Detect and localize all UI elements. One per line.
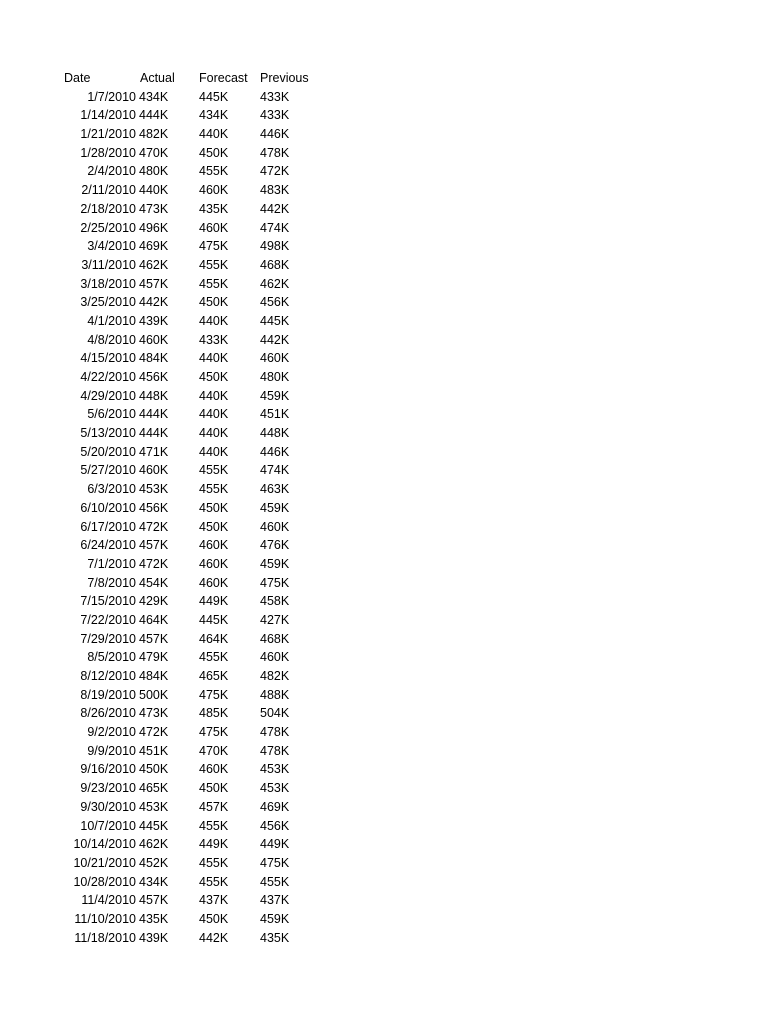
cell-date: 7/8/2010 [87, 575, 136, 590]
cell-previous: 445K [260, 313, 290, 328]
header-row [0, 69, 768, 88]
cell-previous: 459K [260, 911, 290, 926]
cell-date: 10/28/2010 [73, 874, 136, 889]
cell-actual: 439K [139, 930, 169, 945]
cell-actual: 454K [139, 575, 169, 590]
cell-date: 11/18/2010 [74, 930, 136, 945]
cell-previous: 460K [260, 519, 290, 534]
cell-date: 5/6/2010 [87, 407, 136, 422]
cell-previous: 427K [260, 612, 290, 627]
cell-actual: 464K [139, 612, 169, 627]
cell-forecast: 455K [199, 164, 229, 179]
table-row [0, 387, 768, 406]
cell-forecast: 450K [199, 519, 229, 534]
table-row [0, 106, 768, 125]
cell-previous: 472K [260, 164, 290, 179]
cell-forecast: 440K [199, 444, 229, 459]
cell-date: 9/23/2010 [80, 781, 136, 796]
table-row [0, 518, 768, 537]
cell-forecast: 450K [199, 145, 229, 160]
cell-previous: 483K [260, 183, 290, 198]
cell-actual: 479K [139, 650, 169, 665]
table-row [0, 536, 768, 555]
table-row [0, 648, 768, 667]
cell-previous: 453K [260, 762, 290, 777]
cell-date: 4/29/2010 [80, 388, 136, 403]
table-row [0, 686, 768, 705]
cell-forecast: 485K [199, 706, 229, 721]
table-row [0, 574, 768, 593]
cell-actual: 472K [139, 556, 169, 571]
cell-actual: 444K [139, 407, 169, 422]
table-row [0, 275, 768, 294]
table-row [0, 854, 768, 873]
cell-previous: 475K [260, 575, 290, 590]
cell-forecast: 450K [199, 781, 229, 796]
table-row [0, 349, 768, 368]
cell-actual: 456K [139, 500, 169, 515]
table-row [0, 779, 768, 798]
cell-forecast: 455K [199, 650, 229, 665]
cell-date: 2/4/2010 [87, 164, 136, 179]
table-row [0, 424, 768, 443]
column-header-date: Date [64, 71, 91, 85]
table-body [0, 88, 768, 948]
cell-forecast: 437K [199, 893, 229, 908]
cell-previous: 446K [260, 444, 290, 459]
cell-previous: 446K [260, 127, 290, 142]
cell-previous: 453K [260, 781, 290, 796]
table-row [0, 312, 768, 331]
cell-forecast: 455K [199, 463, 229, 478]
table-row [0, 331, 768, 350]
cell-forecast: 445K [199, 612, 229, 627]
cell-actual: 457K [139, 631, 169, 646]
cell-date: 7/22/2010 [80, 612, 136, 627]
cell-date: 9/2/2010 [87, 725, 136, 740]
cell-previous: 433K [260, 108, 290, 123]
cell-previous: 468K [260, 631, 290, 646]
cell-previous: 504K [260, 706, 290, 721]
table-row [0, 88, 768, 107]
cell-forecast: 449K [199, 837, 229, 852]
cell-previous: 460K [260, 351, 290, 366]
cell-actual: 453K [139, 482, 169, 497]
cell-forecast: 433K [199, 332, 229, 347]
cell-date: 1/7/2010 [87, 89, 136, 104]
cell-date: 4/8/2010 [87, 332, 136, 347]
table-row [0, 704, 768, 723]
table-row [0, 742, 768, 761]
cell-actual: 472K [139, 519, 169, 534]
table-row [0, 929, 768, 948]
data-table [0, 69, 768, 947]
table-row [0, 891, 768, 910]
cell-date: 10/14/2010 [73, 837, 136, 852]
cell-previous: 459K [260, 388, 290, 403]
cell-forecast: 440K [199, 127, 229, 142]
table-row [0, 555, 768, 574]
cell-actual: 462K [139, 837, 169, 852]
cell-date: 5/27/2010 [80, 463, 136, 478]
cell-actual: 484K [139, 351, 169, 366]
cell-forecast: 460K [199, 220, 229, 235]
cell-forecast: 450K [199, 295, 229, 310]
cell-forecast: 440K [199, 351, 229, 366]
table-row [0, 480, 768, 499]
cell-forecast: 440K [199, 313, 229, 328]
cell-actual: 440K [139, 183, 169, 198]
cell-previous: 455K [260, 874, 290, 889]
cell-forecast: 442K [199, 930, 229, 945]
cell-actual: 473K [139, 706, 169, 721]
cell-date: 1/14/2010 [80, 108, 136, 123]
cell-previous: 475K [260, 855, 290, 870]
cell-date: 10/7/2010 [80, 818, 136, 833]
table-row [0, 162, 768, 181]
cell-date: 4/1/2010 [87, 313, 136, 328]
table-row [0, 200, 768, 219]
cell-actual: 462K [139, 257, 169, 272]
cell-date: 9/30/2010 [80, 799, 136, 814]
cell-forecast: 475K [199, 725, 229, 740]
table-row [0, 667, 768, 686]
cell-actual: 496K [139, 220, 169, 235]
cell-forecast: 440K [199, 407, 229, 422]
cell-date: 8/26/2010 [80, 706, 136, 721]
cell-actual: 439K [139, 313, 169, 328]
cell-forecast: 460K [199, 762, 229, 777]
table-row [0, 611, 768, 630]
cell-previous: 478K [260, 743, 290, 758]
cell-date: 7/29/2010 [80, 631, 136, 646]
cell-date: 1/21/2010 [80, 127, 136, 142]
cell-forecast: 460K [199, 556, 229, 571]
cell-previous: 442K [260, 332, 290, 347]
cell-forecast: 460K [199, 183, 229, 198]
cell-actual: 444K [139, 108, 169, 123]
cell-previous: 442K [260, 201, 290, 216]
cell-previous: 458K [260, 594, 290, 609]
cell-actual: 452K [139, 855, 169, 870]
table-row [0, 760, 768, 779]
cell-actual: 484K [139, 669, 169, 683]
cell-previous: 468K [260, 257, 290, 272]
cell-previous: 469K [260, 799, 290, 814]
cell-actual: 471K [139, 444, 169, 459]
cell-forecast: 470K [199, 743, 229, 758]
cell-actual: 500K [139, 687, 169, 702]
cell-actual: 453K [139, 799, 169, 814]
cell-date: 7/1/2010 [87, 556, 136, 571]
cell-actual: 457K [139, 276, 169, 291]
cell-date: 3/4/2010 [87, 239, 136, 254]
cell-previous: 482K [260, 669, 290, 683]
cell-forecast: 455K [199, 855, 229, 870]
cell-date: 11/10/2010 [74, 911, 136, 926]
cell-forecast: 440K [199, 426, 229, 441]
table-row [0, 181, 768, 200]
column-header-previous: Previous [260, 71, 309, 85]
cell-forecast: 464K [199, 631, 229, 646]
cell-date: 8/12/2010 [80, 669, 136, 683]
cell-date: 9/16/2010 [80, 762, 136, 777]
cell-date: 9/9/2010 [87, 743, 136, 758]
table-row [0, 405, 768, 424]
table-row [0, 798, 768, 817]
cell-forecast: 450K [199, 370, 229, 384]
cell-actual: 450K [139, 762, 169, 777]
cell-previous: 459K [260, 556, 290, 571]
cell-forecast: 450K [199, 500, 229, 515]
table-row [0, 125, 768, 144]
cell-actual: 460K [139, 463, 169, 478]
cell-previous: 474K [260, 220, 290, 235]
table-row [0, 237, 768, 256]
cell-date: 6/10/2010 [80, 500, 136, 515]
table-row [0, 592, 768, 611]
cell-actual: 448K [139, 388, 169, 403]
cell-actual: 469K [139, 239, 169, 254]
cell-previous: 474K [260, 463, 290, 478]
cell-date: 8/19/2010 [80, 687, 136, 702]
cell-previous: 488K [260, 687, 290, 702]
cell-actual: 434K [139, 874, 169, 889]
cell-forecast: 460K [199, 538, 229, 553]
cell-date: 5/20/2010 [80, 444, 136, 459]
table-row [0, 910, 768, 929]
cell-previous: 476K [260, 538, 290, 553]
cell-date: 6/24/2010 [80, 538, 136, 553]
table-row [0, 144, 768, 163]
table-row [0, 630, 768, 649]
table-row [0, 443, 768, 462]
cell-date: 2/18/2010 [80, 201, 136, 216]
cell-previous: 478K [260, 725, 290, 740]
cell-date: 2/11/2010 [81, 183, 136, 198]
cell-forecast: 457K [199, 799, 229, 814]
table-row [0, 873, 768, 892]
cell-previous: 456K [260, 818, 290, 833]
cell-previous: 498K [260, 239, 290, 254]
cell-forecast: 445K [199, 89, 229, 104]
cell-actual: 451K [139, 743, 169, 758]
cell-date: 6/3/2010 [87, 482, 136, 497]
cell-forecast: 455K [199, 874, 229, 889]
cell-previous: 435K [260, 930, 290, 945]
cell-forecast: 460K [199, 575, 229, 590]
cell-date: 1/28/2010 [80, 145, 136, 160]
cell-previous: 463K [260, 482, 290, 497]
column-header-forecast: Forecast [199, 71, 248, 85]
cell-date: 3/25/2010 [80, 295, 136, 310]
table-row [0, 368, 768, 387]
cell-actual: 482K [139, 127, 169, 142]
cell-actual: 442K [139, 295, 169, 310]
cell-previous: 478K [260, 145, 290, 160]
table-row [0, 817, 768, 836]
cell-forecast: 455K [199, 257, 229, 272]
cell-previous: 448K [260, 426, 290, 441]
cell-date: 3/18/2010 [80, 276, 136, 291]
cell-actual: 435K [139, 911, 169, 926]
table-row [0, 461, 768, 480]
cell-forecast: 440K [199, 388, 229, 403]
table-row [0, 219, 768, 238]
cell-forecast: 465K [199, 669, 229, 683]
cell-actual: 434K [139, 89, 169, 104]
cell-previous: 451K [260, 407, 290, 422]
cell-date: 4/22/2010 [80, 370, 136, 384]
cell-forecast: 449K [199, 594, 229, 609]
cell-previous: 459K [260, 500, 290, 515]
cell-actual: 472K [139, 725, 169, 740]
cell-date: 2/25/2010 [80, 220, 136, 235]
column-header-actual: Actual [140, 71, 175, 85]
cell-date: 7/15/2010 [80, 594, 136, 609]
cell-actual: 457K [139, 538, 169, 553]
cell-previous: 449K [260, 837, 290, 852]
cell-date: 4/15/2010 [80, 351, 136, 366]
cell-forecast: 450K [199, 911, 229, 926]
cell-previous: 462K [260, 276, 290, 291]
cell-forecast: 475K [199, 687, 229, 702]
cell-actual: 473K [139, 201, 169, 216]
table-row [0, 723, 768, 742]
cell-actual: 460K [139, 332, 169, 347]
cell-forecast: 475K [199, 239, 229, 254]
cell-previous: 437K [260, 893, 290, 908]
cell-actual: 480K [139, 164, 169, 179]
cell-date: 5/13/2010 [80, 426, 136, 441]
cell-previous: 480K [260, 370, 290, 384]
cell-date: 6/17/2010 [80, 519, 136, 534]
table-row [0, 835, 768, 854]
cell-forecast: 434K [199, 108, 229, 123]
cell-previous: 460K [260, 650, 290, 665]
cell-actual: 429K [139, 594, 169, 609]
cell-forecast: 455K [199, 276, 229, 291]
cell-forecast: 455K [199, 482, 229, 497]
cell-date: 8/5/2010 [87, 650, 136, 665]
cell-actual: 456K [139, 370, 169, 384]
cell-forecast: 455K [199, 818, 229, 833]
cell-date: 10/21/2010 [73, 855, 136, 870]
cell-forecast: 435K [199, 201, 229, 216]
cell-actual: 457K [139, 893, 169, 908]
cell-actual: 465K [139, 781, 169, 796]
cell-previous: 456K [260, 295, 290, 310]
cell-date: 3/11/2010 [81, 257, 136, 272]
cell-date: 11/4/2010 [81, 893, 136, 908]
cell-actual: 470K [139, 145, 169, 160]
table-row [0, 293, 768, 312]
table-row [0, 499, 768, 518]
cell-actual: 445K [139, 818, 169, 833]
cell-previous: 433K [260, 89, 290, 104]
table-row [0, 256, 768, 275]
cell-actual: 444K [139, 426, 169, 441]
